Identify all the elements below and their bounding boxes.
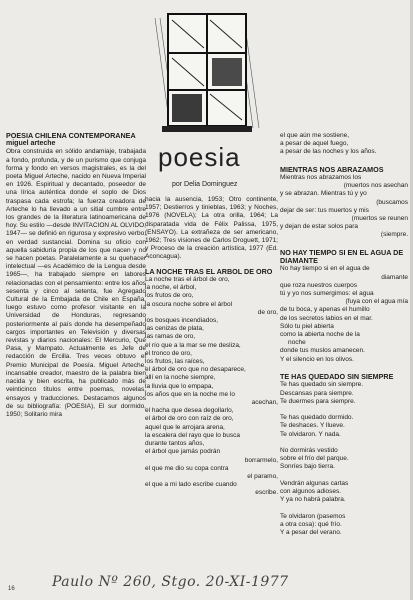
poem-line: Mientras nos abrazamos los (280, 174, 362, 182)
poem-line: a pesar de aquel fuego, (280, 140, 349, 148)
poem-line: el árbol de oro con raíz de oro, (145, 415, 234, 423)
poem-line: Te has quedado sin siempre. (280, 381, 364, 389)
poem-line: el paramo, (247, 472, 278, 480)
poem-line: el árbol que jamás podrán (145, 448, 221, 456)
poem-line: dejar de ser: tus muertos y mis (280, 206, 369, 214)
poem-line: Te has quedado dormido. (280, 414, 354, 422)
poem-title-3: NO HAY TIEMPO SI EN EL AGUA DE DIAMANTE (280, 247, 404, 266)
poem-line: a otra cosa): qué frío. (280, 520, 342, 528)
poem-line: Sólo tu piel abierta (280, 322, 334, 330)
poem-line: No dormirás vestido (280, 446, 338, 454)
poem-line: la lluvia que lo empapa, (145, 382, 214, 390)
poem-line: el tronco de oro, (145, 349, 192, 357)
poem-line: de oro, (257, 308, 278, 316)
column-middle (145, 196, 278, 498)
column-right (280, 132, 408, 537)
poem-line: (muertos se reunen (351, 215, 408, 223)
poem-line: aquel que le arrojara arena, (145, 423, 225, 431)
poem-line: durante tantos años, (145, 440, 205, 448)
poem-line: sobre el frío del parque. (280, 455, 349, 463)
poem-line: el hacha que desea degollarlo, (145, 407, 234, 415)
handwritten-annotation: Paulo Nº 260, Stgo. 20-XI-1977 (52, 574, 289, 590)
article-body: Obra construida en sólido andamiaje, trabajada a fondo, profunda, y de un purismo que conjuga forma y fondo en versos magistrales, es la del poeta Miguel Arteche, nacido en Nueva Imperial en 1926. Espiritual y decantado, poseedor de una lírica auténtica donde el soplo de Dios traspasa cada estrofa; la fuerza creadora de Arteche lo ha llevado a un sitial cumbre entre los grandes de la literatura latinoamericana de hoy. Su estilo —desde INVITACION AL OLVIDO, 1947— se definió en rigurosa y expresivo verbo, en verdad sustancial. Domina su oficio con aquella sabiduría propia de los que nacen y no se hacen poetas. Paralelamente a su quehacer intelectual —es Académico de la Lengua desde 1965—, ha trabajado siempre en labores relacionadas con el pensamiento: entre los años sesenta y cinco al setenta, fue Agregado Cultural de la Embajada de Chile en España, luego estuvo como profesor visitante en la Universidad de Honduras, regresando posteriormente al país donde ha desempeñado cargos importantes en Televisión y diversas revistas y diarios nacionales: El Mercurio, Qué Pasa, y Mampato. Actualmente es Jefe de redacción de Ercilla. Tres veces obtuvo el Premio Municipal de Poesía. Miguel Arteche, incansable creador, maestro de la palabra bien nacida y bien escrita, ha publicado más de veinticinco títulos entre poemas, novelas, ensayos y traducciones. Destacamos algunos de su bibliografía: (POESIA), El sur dormido, 1950; Solitario mira (6, 148, 146, 418)
poem-line: Te duermes para siempre. (280, 397, 356, 405)
bibliography-continued: hacia la ausencia, 1953; Otro continente, 1957; Destierros y tinieblas, 1963; y Noches, 1976 (NOVELA); La otra orilla, 1964; La disparatada vida de Félix Palissa, 1975, (ENSAYO). La extrañeza de ser americano, 1962; Tres visiones de Carlos Droguett, 1971; y Proceso de la creación artística, 1977 (Ed. Aconcagua). (145, 196, 278, 261)
poem-line: No hay tiempo si en el agua de (280, 265, 370, 273)
poem-line: Vendrán algunas cartas (280, 479, 349, 487)
poem-line: el río que a la mar se me desliza, (145, 341, 241, 349)
poem-title-4: TE HAS QUEDADO SIN SIEMPRE (280, 371, 394, 381)
poem-line: que roza nuestros cuerpos (280, 281, 357, 289)
poem-line: y dejan de estar solos para (280, 223, 359, 231)
poem-line: como la abierta noche de la (280, 331, 360, 339)
poem-line: (buscamos (376, 198, 408, 206)
poem-line (280, 504, 408, 512)
column-left (6, 132, 146, 419)
poem-line: (siempre. (380, 231, 408, 239)
poem-line: Te olvidaron (pasemos (280, 512, 346, 520)
article-subheading: miguel arteche (6, 140, 56, 148)
poem-line: (muertos nos asechan (343, 182, 408, 190)
poem-line (280, 472, 408, 480)
poem-line: el que a mi lado escribe cuando (145, 481, 237, 489)
poem-title-2: MIENTRAS NOS ABRAZAMOS (280, 164, 384, 174)
poem-line: Y a pesar del verano. (280, 528, 342, 536)
poem-line: el que me dio su copa contra (145, 464, 229, 472)
poem-line: tú y yo nos sumergimos: el agua (280, 290, 374, 298)
poem-line: allí en la noche siempre, (145, 374, 216, 382)
poem-line: los años que en la noche me lo (145, 390, 235, 398)
poem-line: diamante (381, 273, 408, 281)
poem-line: las ramas de oro, (145, 333, 196, 341)
byline: por Delia Dominguez (172, 181, 238, 188)
poem-line: donde tus muslos amanecen. (280, 347, 365, 355)
poem-line (280, 439, 408, 447)
poem-line (280, 406, 408, 414)
poem-line: la noche, el árbol, (145, 284, 197, 292)
poem-line: de tu boca, y apenas el humillo (280, 306, 370, 314)
poem-line: la oscura noche sobre el árbol (145, 300, 233, 308)
section-title: poesia (158, 142, 241, 172)
poem-line: la escalera del rayo que lo busca (145, 431, 241, 439)
poem-line: Te deshaces. Y llueve. (280, 422, 345, 430)
poem-line: Sonríes bajo tierra. (280, 463, 335, 471)
poem-line: acechan, (251, 399, 278, 407)
poem-line: el árbol de oro que no desaparece, (145, 366, 246, 374)
poem-line: a pesar de las noches y los años. (280, 148, 377, 156)
poem-1 (145, 276, 278, 497)
poem-line: y se abrazan. Mientras tú y yo (280, 190, 367, 198)
poem-line: Te olvidaron. Y nada. (280, 430, 341, 438)
poem-line: borrarmelo, (244, 456, 278, 464)
poem-line: los frutos de oro, (145, 292, 194, 300)
article-heading: POESIA CHILENA CONTEMPORANEA (6, 131, 136, 140)
poem-line: los frutos, las raíces, (145, 358, 205, 366)
poem-line: Y ya no habrá palabra. (280, 496, 346, 504)
poem-title-1: LA NOCHE TRAS EL ARBOL DE ORO (145, 266, 273, 276)
poem-line: noche (288, 339, 306, 347)
poem-line: (fuya con el agua mía (345, 298, 408, 306)
poem-line: el que aún me sostiene, (280, 132, 350, 139)
window-illustration (150, 8, 265, 136)
poem-line: los bosques incendiados, (145, 317, 218, 325)
poem-line: con algunos adioses. (280, 487, 342, 495)
poem-line: Descansas para siempre. (280, 389, 354, 397)
poem-line: escribe. (255, 489, 278, 497)
poem-line: La noche tras el árbol de oro, (145, 276, 230, 284)
poem-line: de los secretos labios en el mar. (280, 314, 373, 322)
poem-line: las cenizas de plata, (145, 325, 204, 333)
page-number: 16 (8, 586, 15, 592)
poem-line: Y el silencio en los olivos. (280, 355, 354, 363)
